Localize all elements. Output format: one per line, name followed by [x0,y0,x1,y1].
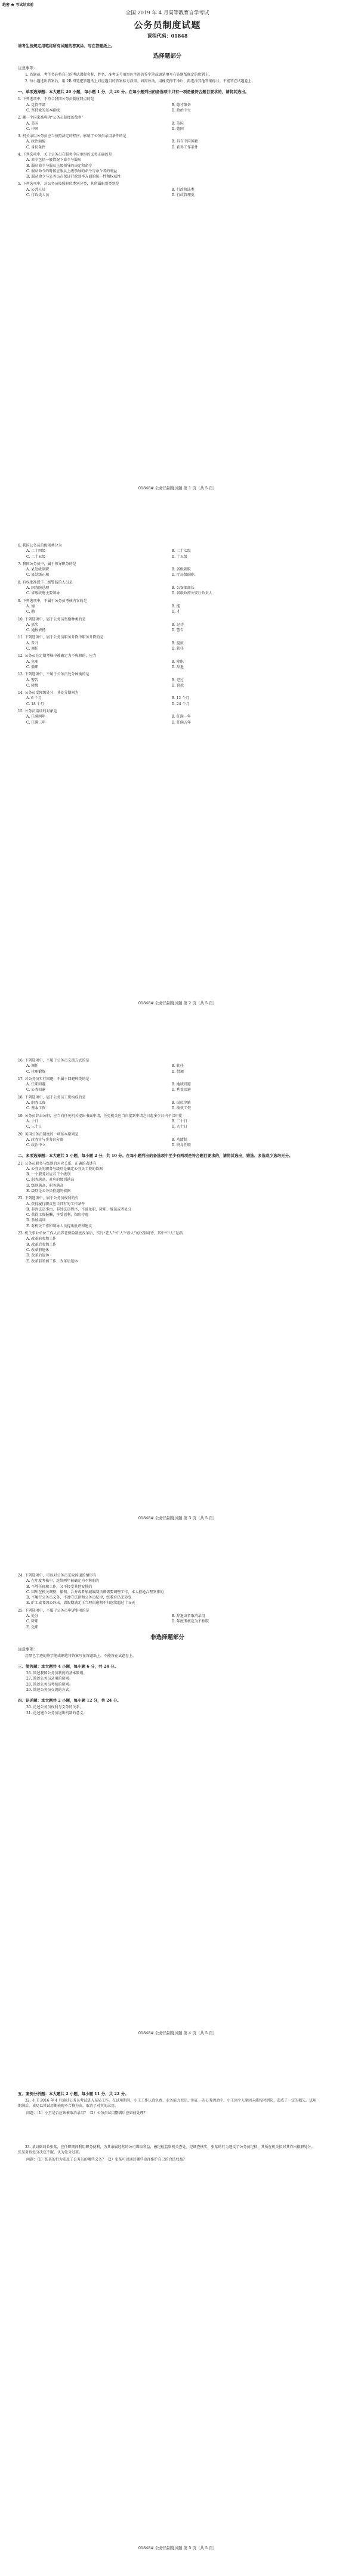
answer-option: C. 身份条件 [26,145,46,150]
question-stem: 7. 我国公务员中，属于领导职务的是 [18,561,76,566]
question-stem: 2. 哪一个国家被称为“公务员制度的故乡” [18,116,84,120]
answer-option: C. 18 个月 [26,702,44,706]
answer-option: B. 12 个月 [171,696,190,701]
exam-page-4 [0,1545,355,2060]
question-item [18,1095,317,1112]
answer-option: E. 免职 [26,1625,39,1630]
exam-page-3 [0,1030,355,1545]
answer-option: D. 24 个月 [171,702,190,706]
answer-option: B. 记过 [171,678,184,682]
answer-option: D. 利益回避 [171,1088,191,1093]
answer-option: C. 降职 [26,1619,39,1624]
answer-option: A. 县处级副职 [26,567,50,572]
question-item [18,598,317,615]
question-stem: 21. 公务员职务与级别的对应关系，正确的表述有 [18,1161,97,1166]
question-stem: 12. 公务员在定期考核中被确定为不称职的，应当 [18,654,97,659]
question-list [18,97,317,198]
answer-option: A. 警告 [26,678,39,682]
answer-option: B. 省级副职 [171,567,191,572]
answer-option: D. 任满五年 [171,720,191,725]
option-list [18,1100,317,1112]
question-item [18,653,317,670]
answer-option: B. 转任 [171,1064,184,1069]
short-answer-question: 29. 简述公务员交流的方式。 [26,1688,73,1692]
question-item [18,115,317,132]
section-heading: 三、简答题：本大题共 4 小题，每小题 6 分，共 24 分。 [18,1664,119,1669]
question-stem: 5. 下列选项中，对公务员按照职位类别分类，其所属职别类别是 [18,182,119,187]
answer-option: D. 改革后退休 [26,1253,50,1258]
option-list [18,1137,317,1149]
option-list [18,1166,317,1194]
answer-option: D. 终身任职 [171,1143,191,1148]
answer-option: D. 省级政府公安厅负责人 [171,591,212,596]
exam-page-1 [0,0,355,515]
essay-question: 30. 论述公务员权利与义务的关系。 [26,1705,84,1710]
answer-option: D. 政治中立 [171,108,191,113]
answer-option: A. 政治面貌 [26,139,46,144]
answer-option: B. 服从命令与服从上级领导的决定和命令 [26,163,92,168]
answer-option: C. 撤职 [26,665,39,669]
question-stem: 16. 下列选项中，不属于公务员交流方式的是 [18,1059,89,1063]
question-item [18,617,317,634]
answer-option: B. 改革后参加工作 [26,1242,57,1247]
section-heading: 五、案例分析题：本大题共 2 小题，每小题 11 分，共 22 分。 [18,2091,129,2096]
exam-subject: 公务员制度试题 [134,20,201,31]
answer-option: D. 十五级 [171,554,187,559]
answer-option: D. 参加培训 [26,1218,46,1223]
option-list [18,1063,317,1075]
option-list [18,139,317,150]
answer-option: A. 十日 [26,1119,39,1123]
option-list [18,696,317,707]
case-prompt: 问题：（1）张某的行为违反了公务员的哪些义务？（2）张某可以通过哪些途径维护自己的合法权益？ [26,2157,187,2162]
answer-option: A. 美国 [26,121,39,126]
option-list [18,1119,317,1130]
question-stem: 23. 机关事业单位工作人员养老保险制度改革后，实行“老人”“中人”“新人”的区别对待，其中“中人”是指 [18,1231,183,1236]
answer-option: B. 功绩制 [171,1137,187,1142]
answer-option: C. 坚持党的基本路线 [26,108,60,113]
answer-option: B. 记功 [171,622,184,627]
option-list [18,103,317,114]
question-item [18,690,317,707]
page-footer: 01848# 公务员制度试题 第 5 页（共 5 页） [138,2545,217,2550]
exam-page-5 [0,2060,355,2575]
option-list [18,678,317,689]
answer-option: D. 不履行公务员义务，不遵守法律和公务员纪律，经教育仍无转变 [26,1596,132,1600]
answer-option: B. 不胜任现职工作，又不接受其他安排的 [26,1584,92,1589]
option-list [18,548,317,560]
option-list [18,585,317,597]
option-list [18,641,317,652]
exam-title: 全国 2019 年 4 月高等教育自学考试 [125,10,209,16]
answer-option: D. 罚款 [171,683,184,688]
answer-option: C. 公务回避 [26,1088,46,1093]
answer-option: C. 二十五级 [26,554,46,559]
part-title-nonchoice: 非选择题部分 [150,1634,184,1641]
answer-option: A. 改革前参加工作 [26,1237,57,1242]
answer-option: C. 基本工资 [26,1106,46,1111]
question-item [18,181,317,198]
question-stem: 9. 下列选项中，不属于公务员考核内容的是 [18,598,87,603]
question-stem: 19. 公务员辞去公职，应当向任免机关提出书面申请，任免机关应当自接到申请之日起多少日内予以审批 [18,1113,183,1118]
answer-option: A. 嘉奖 [26,622,39,627]
option-list [18,1202,317,1229]
answer-option: C. 县处级正职 [26,573,50,578]
question-stem: 14. 公务员受降级处分，其处分期间为 [18,691,79,696]
answer-option: B. 任满一年 [171,715,191,719]
answer-option: A. 获得履行职责应当具有的工作条件 [26,1202,85,1206]
section-heading: 四、论述题：本大题共 2 小题，每小题 12 分，共 24 分。 [18,1698,121,1703]
option-list [18,659,317,671]
short-answer-question: 28. 简述公务员考核的原则。 [26,1682,73,1687]
answer-option: A. 调任 [26,1064,39,1069]
option-list [18,1236,317,1264]
answer-note: 请考生按规定用笔将所有试题的答案涂、写在答题纸上。 [18,43,115,48]
answer-option: A. 二十四级 [26,549,46,554]
part-title-choice: 选择题部分 [153,52,182,60]
question-item [18,1608,317,1630]
answer-option: C. 行政类人员 [26,193,50,198]
section-heading: 二、多项选择题：本大题共 5 小题，每小题 2 分，共 10 分。在每小题列出的备选项中至少有两项是符合题目要求的，请将其选出，错选、多选或少选均无分。 [18,1153,293,1159]
question-item [18,561,317,578]
question-stem: 22. 下列选项中，属于公务员权利的有 [18,1196,79,1201]
option-list [18,714,317,725]
question-stem: 17. 对公务员实行回避，不属于回避种类的是 [18,1076,89,1081]
answer-option: B. 二十日 [171,1119,187,1123]
exam-header [18,10,317,40]
question-list [18,543,317,725]
answer-option: C. 改革前退休 [26,1247,50,1252]
answer-option: C. 中国 [26,126,39,131]
question-stem: 1. 下列选项中，不符合我国公务员制度特点的是 [18,97,94,102]
answer-option: C. 职务越高，对应的级别越高 [26,1178,75,1183]
answer-option: A. 党管干部 [26,103,46,107]
option-list [18,1578,317,1606]
question-item [18,672,317,688]
option-list [18,622,317,634]
answer-option: A. 公务员的职务与级别是确定公务员工资的依据 [26,1166,103,1171]
option-list [18,1082,317,1093]
question-stem: 4. 下列选项中，关于公务员在服务中应承担的义务正确的是 [18,152,112,157]
answer-option: C. 勤 [26,610,35,614]
note-item: 用黑色字迹的签字笔或钢笔将答案写在答题纸上，不能答在试题卷上。 [25,1653,137,1658]
answer-option: A. 免职 [26,659,39,664]
question-list [18,1161,317,1264]
question-item [18,1076,317,1093]
notes-heading: 注意事项： [18,1646,38,1652]
answer-option: D. 年度考核定为不称职 [171,1619,209,1624]
answer-option: C. 调任 [26,647,39,651]
answer-option: D. 服从命令与公务员在保证行政效率方面的统一性和权威性 [26,175,121,179]
answer-option: D. 九十日 [171,1125,187,1129]
answer-option: B. 辞退或者取消录用 [171,1614,205,1619]
short-answer-question: 26. 简述我国公务员制度的基本原则。 [26,1671,87,1676]
answer-option: A. 处分 [26,1614,39,1619]
page-footer: 01848# 公务员制度试题 第 2 页（共 5 页） [138,1000,217,1005]
answer-option: B. 能 [171,604,180,609]
option-list [18,187,317,198]
question-list [18,1573,317,1630]
answer-option: A. 德 [26,604,35,609]
answer-option: A. 任职回避 [26,1082,46,1087]
section-heading: 一、单项选择题：本大题共 20 小题，每小题 1 分，共 20 分。在每小题列出的备选项中只有一项是最符合题目要求的，请将其选出。 [18,89,249,95]
answer-option: A. 6 个月 [26,696,42,701]
answer-option: D. 警告 [171,628,184,633]
question-stem: 18. 下列选项中，属于公务员工资构成的是 [18,1095,86,1100]
question-list [18,1058,317,1148]
answer-option: B. 降职 [171,659,184,664]
case-question: 32. 小王 2016 年 4 月通过公务员考试进入某局工作。在试用期间，小王工作认真负责，业务能力突出，但在一次公务活动中，小王因个人原因未能按时到岗，造成了一定的损失。试用期满后，该局以其试用期表现不合格为由，取消了对其的录用。 [18,2099,317,2109]
question-item [18,1113,317,1130]
answer-option: C. 省级政府主要领导 [26,591,60,596]
answer-option: D. 绩效工资 [171,1106,191,1111]
question-stem: 8. 有权批准授予二级警监的人员是 [18,580,73,585]
answer-option: D. 厅局级副职 [171,573,195,578]
short-answer-question: 27. 简述公务员录用的原则。 [26,1677,73,1681]
option-list [18,157,317,179]
option-list [18,121,317,132]
answer-option: B. 具有中国国籍 [171,139,198,144]
answer-option: C. 通报表扬 [26,628,46,633]
answer-option: C. 政治中立 [26,1143,46,1148]
answer-option: E. 对机关工作和领导人员提出批评和建议 [26,1224,92,1228]
essay-question: 31. 论述建立公务员退出机制的意义。 [26,1711,87,1715]
option-list [18,604,317,615]
question-item [18,1573,317,1606]
case-question: 33. 某局副局长张某，在任职期间利用职务便利，为其亲属经营的公司谋取利益，被纪检监察机关查处。经调查核实，张某的行为违反了公务员纪律，其所在机关拟对其作出撤职处分。张某对该处分决定不服，认为处分过重。 [18,2144,315,2155]
question-stem: 25. 下列选项中，不属于公务员申诉事项的是 [18,1608,89,1613]
question-item [18,1231,317,1264]
answer-option: B. 公安部部长 [171,586,195,591]
answer-option: D. 辞退 [171,665,184,669]
question-stem: 3. 机关录用公务员应当按照法定的程序，影响了公务员录用条件的是 [18,134,126,139]
answer-option: D. 才 [171,610,180,614]
question-item [18,1161,317,1194]
answer-option: B. 一个职务对应若干个级别 [26,1172,71,1177]
answer-option: C. 任满三年 [26,720,46,725]
question-stem: 11. 下列选项中，属于公务员职务升降中职务升降的是 [18,635,104,640]
answer-option: A. 晋升 [26,641,39,645]
answer-option: C. 挂职锻炼 [26,1069,46,1074]
question-item [18,152,317,179]
question-item [18,580,317,597]
question-item [18,709,317,725]
question-stem: 15. 公务员培训的对象是 [18,709,57,714]
question-stem: 20. 英国公务员制度的一项基本原则是 [18,1132,79,1137]
answer-option: A. 任满两年 [26,715,46,719]
answer-option: D. 借调 [171,1069,184,1074]
answer-option: E. 旷工或者因公外出、请假期满无正当理由逾期不归连续超过十五天 [26,1601,135,1606]
answer-option: B. 二十七级 [171,549,191,554]
answer-option: C. 三十日 [26,1125,42,1129]
question-item [18,543,317,560]
option-list [18,1613,317,1630]
question-item [18,1196,317,1229]
answer-option: B. 行政执法类 [171,187,195,192]
answer-option: A. 国务院总理 [26,586,50,591]
answer-option: E. 改革前参加工作、改革后退休 [26,1259,78,1264]
case-prompt: 问题：（1）小王是否应该被取消录用？（2）公务员试用期满后应如何处理？ [26,2111,147,2115]
question-stem: 6. 我国公务员的级别共分为 [18,544,62,548]
question-stem: 10. 下列选项中，属于公务员奖励种类的是 [18,617,86,622]
page-footer: 01848# 公务员制度试题 第 3 页（共 5 页） [138,1515,217,1520]
answer-option: C. 获得工资报酬，享受福利、保险待遇 [26,1213,89,1218]
answer-option: D. 转任 [171,647,184,651]
note-item: 1. 答题前，考生务必将自己的考试课程名称、姓名、准考证号用黑色字迹的签字笔或钢笔填写在答题纸规定的位置上。 [25,72,212,77]
answer-option: A. 在年度考核中，连续两年被确定为不称职的 [26,1579,100,1584]
answer-option: B. 提拔 [171,641,184,645]
answer-option: A. 公共人员 [26,187,46,192]
answer-option: B. 英国 [171,121,184,126]
page-footer: 01848# 公务员制度试题 第 1 页（共 5 页） [138,485,217,491]
question-stem: 13. 下列选项中，不属于公务员处分种类的是 [18,672,89,677]
question-item [18,97,317,113]
answer-option: A. 政务官与事务官分离 [26,1137,64,1142]
answer-option: D. 获得工作条件 [171,145,198,150]
question-stem: 24. 下列选项中，可以对公务员采取辞退的情形有 [18,1573,97,1578]
answer-option: B. 岗位津贴 [171,1101,191,1106]
answer-option: B. 德才兼备 [171,103,191,107]
note-item: 2. 每小题选出答案后，用 2B 铅笔把答题纸上对应题目的答案标号涂黑。如需改动，用橡皮擦干净后，再选涂其他答案标号。不能答在试题卷上。 [25,79,255,83]
answer-option: D. 行政管理类 [171,193,195,198]
page-footer: 01848# 公务员制度试题 第 4 页（共 5 页） [138,2030,217,2035]
question-item [18,1058,317,1075]
answer-option: B. 地域回避 [171,1082,191,1087]
answer-option: C. 降级 [26,683,39,688]
exam-page-2 [0,515,355,1030]
answer-option: C. 因所在机关调整、撤销、合并或者缩减编制员额需要调整工作，本人拒绝合理安排的 [26,1590,164,1594]
answer-option: A. 命令包括一般情况下命令与服从 [26,158,82,163]
answer-option: B. 非因法定事由、非经法定程序，不被免职、降职、辞退或者处分 [26,1207,132,1212]
confidential-tag: 绝密 ★ 考试结束前 [2,3,34,7]
answer-option: D. 德国 [171,126,184,131]
answer-option: A. 职务工资 [26,1101,46,1106]
question-item [18,1132,317,1149]
question-item [18,635,317,651]
course-code: 课程代码：01848 [147,33,188,39]
answer-option: E. 级别是公务员待遇的依据 [26,1189,71,1193]
answer-option: D. 级别越高，职务越高 [26,1183,64,1188]
option-list [18,567,317,578]
answer-option: C. 服从命令的时候应服从上级领导的命令与命令者的利益 [26,169,118,173]
question-item [18,134,317,150]
notes-heading: 注意事项： [18,65,38,70]
